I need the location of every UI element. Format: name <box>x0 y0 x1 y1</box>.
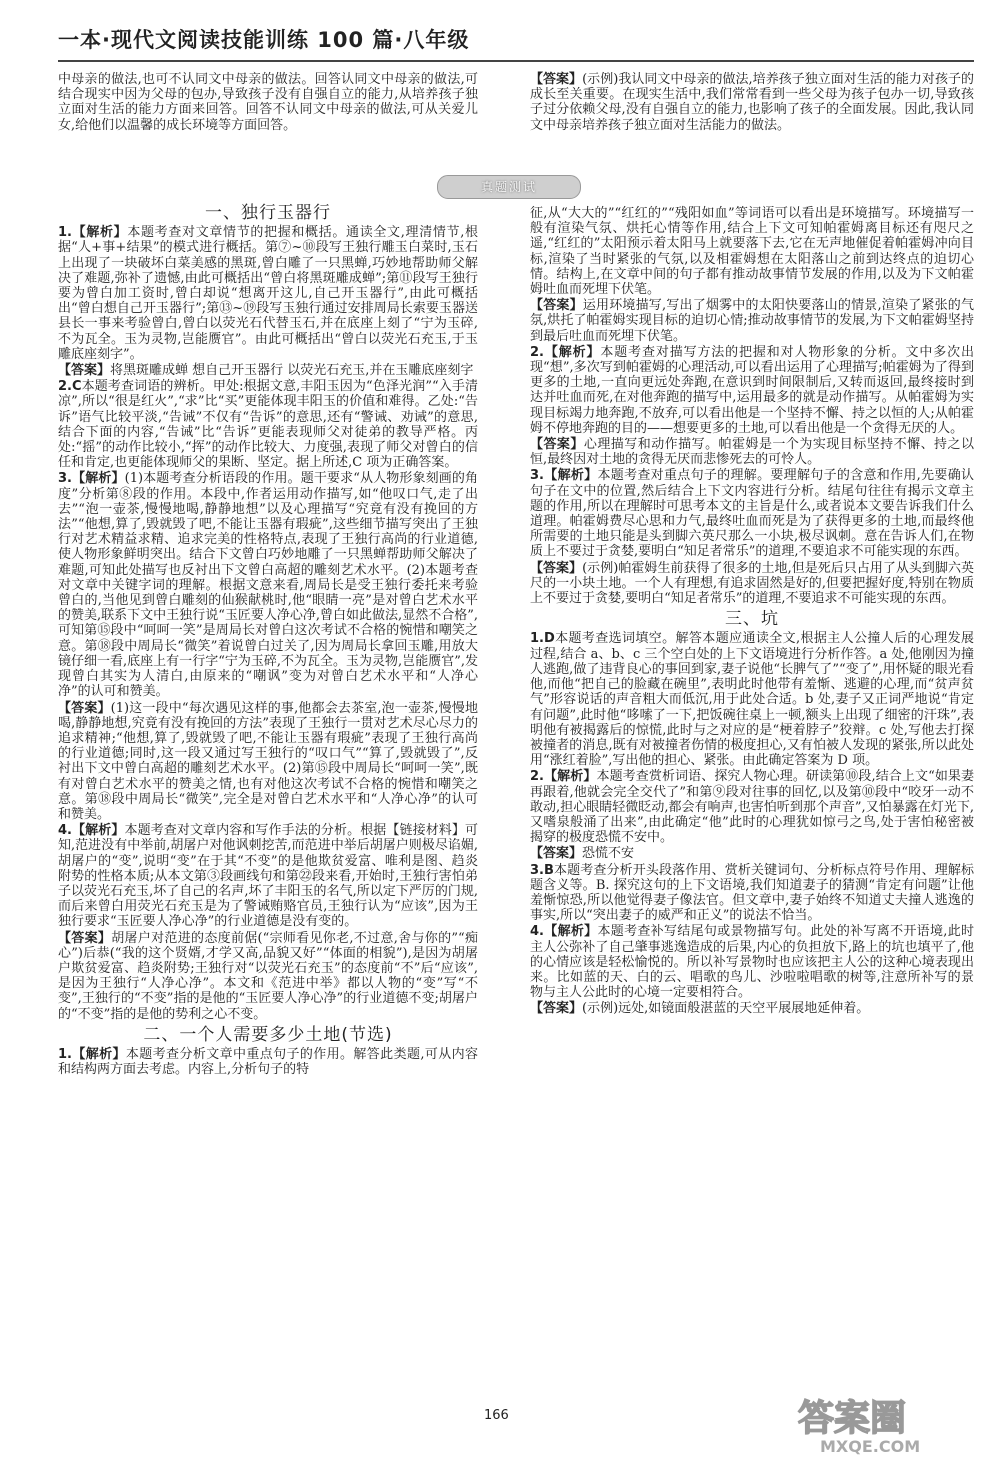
watermark-line1: 答案圈 <box>798 1398 907 1439</box>
item-tag: 3.B <box>530 862 554 878</box>
intro-right <box>530 72 974 134</box>
item-text: (示例)帕霍姆生前获得了很多的土地,但是死后只占用了从头到脚六英尺的一小块土地。一个人有理想,有追求固然是好的,但要把握好度,特别在物质上不要过于贪婪,要明白“知足者常乐”的道理,不要追求不可能实现的东西。 <box>530 560 974 607</box>
section2-right-items <box>530 206 974 606</box>
item-tag: 【答案】 <box>530 298 583 314</box>
answer-paragraph <box>530 206 974 297</box>
item-tag: 2.C <box>58 379 82 395</box>
item-tag: 【答案】 <box>530 846 583 862</box>
answer-paragraph <box>530 468 974 559</box>
section3-title: 三、坑 <box>725 609 779 630</box>
left-column <box>58 200 478 1078</box>
answer-paragraph <box>530 1001 974 1016</box>
item-tag: 【答案】 <box>58 930 112 946</box>
answer-tag: 【答案】 <box>530 72 583 87</box>
item-text: 心理描写和动作描写。帕霍姆是一个为实现目标坚持不懈、持之以恒,最终因对土地的贪得无厌而悲惨死去的可怜人。 <box>530 437 974 468</box>
item-text: (1)这一段中“每次遇见这样的事,他都会去茶室,泡一壶茶,慢慢地喝,静静地想,究竟有没有挽回的方法”表现了王独行一贯对艺术尽心尽力的追求精神;“他想,算了,毁就毁了吧,不能让玉器有瑕疵”表现了王独行高尚的行业道德;同时,这一段又通过写王独行的“叹口气”“算了,毁就毁了”,反衬出下文中曾白高超的雕刻艺术水平。(2)第⑮段中周局长“呵呵一笑”,既有对曾白艺术水平的赞美之情,也有对他这次考试不合格的惋惜和嘲笑之意。第⑱段中周局长“微笑”,完全是对曾白艺术水平和“人净心净”的认可和赞美。 <box>58 700 478 822</box>
page-header: 一本·现代文阅读技能训练 100 篇·八年级 <box>58 28 470 52</box>
item-text: 本题考查对描写方法的把握和对人物形象的分析。文中多次出现“想”,多次写到帕霍姆的心理活动,可以看出运用了心理描写;帕霍姆为了得到更多的土地,一直向更远处奔跑,在意识到时间限制后,又转而返回,最终接时到达并吐血而死,在对他奔跑的描写中,运用最多的就是动作描写。从帕霍姆为实现目标竭力地奔跑,不放弃,可以看出他是一个坚持不懈、持之以恒的人;从帕霍姆不停地奔跑的目的——想要更多的土地,可以看出他是一个贪得无厌的人。 <box>530 344 974 436</box>
item-tag: 【答案】 <box>58 363 111 379</box>
item-tag: 2.【解析】 <box>530 344 601 360</box>
answer-paragraph <box>530 437 974 467</box>
answer-paragraph <box>530 561 974 607</box>
item-text: 运用环境描写,写出了烟雾中的太阳快要落山的情景,渲染了紧张的气氛,烘托了帕霍姆实现目标的迫切心情;推动故事情节的发展,为下文帕霍姆坚持到最后吐血而死埋下伏笔。 <box>530 298 974 344</box>
item-tag: 1.【解析】 <box>58 1046 126 1062</box>
item-tag: 4.【解析】 <box>58 823 125 839</box>
item-text: 本题考查补写结尾句或景物描写句。此处的补写离不开语境,此时主人公弥补了自己肇事逃逸造成的后果,内心的负担放下,路上的坑也填平了,他的心情应该是轻松愉悦的。所以补写景物时也应该把主人公的这种心境表现出来。比如蓝的天、白的云、唱歌的鸟儿、沙啦啦唱歌的树等,注意所补写的景物与主人公此时的心境一定要相符合。 <box>530 924 974 1001</box>
item-text: 本题考查分析开头段落作用、赏析关键词句、分析标点符号作用、理解标题含义等。B. 探究这句的上下文语境,我们知道妻子的猜测“肯定有问题”让他羞惭惊恐,所以他觉得妻子像法官。但文章中,妻子始终不知道丈夫撞人逃逸的事实,所以“突出妻子的威严和正义”的说法不恰当。 <box>530 862 974 924</box>
item-text: (1)本题考查分析语段的作用。题干要求“从人物形象刻画的角度”分析第⑧段的作用。本段中,作者运用动作描写,如“他叹口气,走了出去”“泡一壶茶,慢慢地喝,静静地想”以及心理描写“究竟有没有挽回的方法”“他想,算了,毁就毁了吧,不能让玉器有瑕疵”,这些细节描写突出了王独行对艺术精益求精、追求完美的性格特点,表现了王独行高尚的行业道德,使人物形象鲜明突出。结合下文曾白巧妙地雕了一只黑蝉帮助师父解决了难题,可知此处描写也反衬出下文曾白高超的雕刻艺术水平。(2)本题考查对文章中关键字词的理解。根据文意来看,周局长是受王独行委托来考验曾白的,当他见到曾白雕刻的仙猴献桃时,他“眼睛一亮”是对曾白艺术水平的赞美,联系下文中王独行说“玉匠要人净心净,曾白如此做法,显然不合格”,可知第⑮段中“呵呵一笑”是周局长对曾白这次考试不合格的惋惜和嘲笑之意。第⑱段中周局长“微笑”着说曾白过关了,因为周局长拿回玉雕,用放大镜仔细一看,底座上有一行字“宁为玉碎,不为瓦全。玉为灵物,岂能赝官”,发现曾白其实为人清白,由原来的“嘲讽”变为对曾白艺术水平和“人净心净”的认可和赞美。 <box>58 471 479 700</box>
item-text: 本题考查对重点句子的理解。要理解句子的含意和作用,先要确认句子在文中的位置,然后结合上下文内容进行分析。结尾句往往有揭示文章主题的作用,所以在理解时可思考本文的主旨是什么,或者说本文要告诉我们什么道理。帕霍姆费尽心思和力气,最终吐血而死是为了获得更多的土地,而最终他所需要的土地只能是头到脚六英尺那么一小块,极尽讽刺。意在告诉人们,在物质上不要过于贪婪,要明白“知足者常乐”的道理,不要追求不可能实现的东西。 <box>530 468 974 560</box>
answer-paragraph <box>530 846 974 861</box>
item-text: 本题考查词语的辨析。甲处:根据文意,丰阳玉因为“色泽光润”“入手清凉”,所以“很是红火”,“求”比“买”更能体现丰阳玉的价值和难得。乙处:“告诉”语气比较平淡,“告诫”不仅有“告诉”的意思,还有“警诫、劝诫”的意思,结合下面的内容,“告诫”比“告诉”更能表现师父对徒弟的教导严格。丙处:“摇”的动作比较小,“挥”的动作比较大、力度强,表现了师父对曾白的信任和肯定,也更能体现师父的果断、坚定。据上所述,C 项为正确答案。 <box>58 379 478 471</box>
item-tag: 【答案】 <box>58 700 111 716</box>
answer-paragraph <box>58 363 478 378</box>
section3-items <box>530 631 974 1016</box>
item-tag: 【答案】 <box>530 1001 583 1017</box>
section1-items <box>58 225 478 1022</box>
item-text: 将黑斑雕成蝉 想自己开玉器行 以荧光石充玉,并在玉雕底座刻字 <box>110 363 474 379</box>
answer-paragraph <box>58 379 478 470</box>
item-text: 本题考查对文章内容和写作手法的分析。根据【链接材料】可知,范进没有中举前,胡屠户对他讽刺挖苦,而范进中举后胡屠户则极尽谄媚,胡屠户的“变”,说明“变”在于其“不变”的是他欺贫爱富、唯利是图、趋炎附势的性格本质;从本文第③段画线句和第㉒段来看,开始时,王独行害怕弟子以荧光石充玉,坏了自己的名声,坏了丰阳玉的名气,所以定下严厉的门规,而后来曾白用荧光石充玉是为了警诫贿赂官员,王独行认为“应该”,因为王独行要求“玉匠要人净心净”的行业道德是没有变的。 <box>58 823 478 930</box>
section2-title: 二、一个人需要多少土地(节选) <box>143 1024 393 1045</box>
item-text: 胡屠户对范进的态度前倨(“宗师看见你老,不过意,舍与你的”“痴心”)后恭(“我的这个贤婿,才学又高,品貌又好”“体面的相貌”),是因为胡屠户欺贫爱富、趋炎附势;王独行对“以荧光石充玉”的态度前“不”后“应该”,是因为王独行“人净心净”。本文和《范进中举》都以人物的“变”写“不变”,王独行的“不变”指的是他的“玉匠要人净心净”的行业道德不变;胡屠户的“不变”指的是他的势利之心不变。 <box>58 930 478 1022</box>
item-text: (示例)远处,如镜面般湛蓝的天空平展展地延伸着。 <box>582 1001 870 1017</box>
item-text: 本题考查选词填空。解答本题应通读全文,根据主人公撞人后的心理发展过程,结合 a、b、c 三个空白处的上下文语境进行分析作答。a 处,他刚因为撞人逃跑,做了违背良心的事回到家,妻子说他“长脾气了”“变了”,用怀疑的眼光看他,而他“把自己的脸藏在碗里”,表明此时他带有羞惭、逃避的心理,而“贫声贫气”形容说话的声音粗大而低沉,用于此处合适。b 处,妻子又正词严地说“肯定有问题”,此时他“哆嗦了一下,把饭碗往桌上一顿,额头上出现了细密的汗珠”,表明他有被揭露后的惊慌,此时与之对应的是“梗着脖子”狡辩。c 处,写他去打探被撞者的消息,既有对被撞者伤情的极度担心,又有怕被人发现的紧张,所以此处用“涨红着脸”,写出他的担心、紧张。由此确定答案为 D 项。 <box>530 631 974 769</box>
item-tag: 3.【解析】 <box>58 471 125 487</box>
item-text: 恐慌不安 <box>582 846 635 862</box>
item-tag: 1.【解析】 <box>58 225 128 241</box>
answer-paragraph <box>530 631 974 768</box>
item-tag: 2.【解析】 <box>530 769 597 785</box>
answer-text: (示例)我认同文中母亲的做法,培养孩子独立面对生活的能力对孩子的成长至关重要。在现实生活中,我们常常看到一些父母为孩子包办一切,导致孩子过分依赖父母,没有自强自立的能力,也影响了孩子的全面发展。因此,我认同文中母亲培养孩子独立面对生活能力的做法。 <box>530 72 974 133</box>
section1-title: 一、独行玉器行 <box>205 203 331 223</box>
item-tag: 【答案】 <box>530 437 584 453</box>
item-tag: 1.D <box>530 631 555 647</box>
item-tag: 3.【解析】 <box>530 468 598 484</box>
watermark-line2: MXQE.COM <box>820 1437 921 1456</box>
header-rule <box>58 60 974 62</box>
right-column <box>530 206 974 1018</box>
answer-paragraph <box>58 225 478 362</box>
section-banner: 真题测试 <box>437 175 581 199</box>
answer-paragraph <box>530 345 974 436</box>
item-tag: 【答案】 <box>530 560 583 576</box>
answer-paragraph <box>530 863 974 924</box>
answer-paragraph <box>530 769 974 845</box>
answer-paragraph <box>530 298 974 344</box>
answer-paragraph <box>530 924 974 1000</box>
item-text: 本题考查对文章情节的把握和概括。通读全文,理清情节,根据“人+事+结果”的模式进行概括。第⑦~⑩段写王独行雕玉白菜时,玉石上出现了一块破坏白菜美感的黑斑,曾白雕了一只黑蝉,巧妙地帮助师父解决了难题,弥补了遗憾,由此可概括出“曾白将黑斑雕成蝉”;第⑪段写王独行要为曾白加工资时,曾白却说“想离开这儿,自己开玉器行”,由此可概括出“曾白想自己开玉器行”;第⑬~⑲段写玉独行通过安排周局长索要玉器送县长一事来考验曾白,曾白以荧光石代替玉石,并在底座上刻了“宁为玉碎,不为瓦全。玉为灵物,岂能赝官”。由此可概括出“曾白以荧光石充玉,于玉雕底座刻字”。 <box>58 225 479 362</box>
answer-paragraph <box>58 1047 478 1077</box>
item-text: 征,从“大大的”“红红的”“残阳如血”等词语可以看出是环境描写。环境描写一般有渲染气氛、烘托心情等作用,结合上下文可知帕霍姆离目标还有咫尺之遥,“红红的”太阳预示着太阳马上就要落下去,它在无声地催促着帕霍姆冲向目标,渲染了当时紧张的气氛,以及相霍姆想在太阳落山之前到达终点的迫切心情。结构上,在文章中间的句子都有推动故事情节发展的作用,以及为下文帕霍姆吐血而死埋下伏笔。 <box>530 206 974 298</box>
answer-paragraph <box>58 931 478 1022</box>
item-text: 本题考查分析文章中重点句子的作用。解答此类题,可从内容和结构两方面去考虑。内容上,分析句子的特 <box>58 1046 478 1078</box>
page-number: 166 <box>484 1408 509 1423</box>
section2-left-items <box>58 1047 478 1077</box>
answer-paragraph <box>58 823 478 929</box>
item-text: 本题考查赏析词语、探究人物心理。研读第⑩段,结合上文“如果妻再跟着,他就会完全交代了”和第⑨段对往事的回忆,以及第⑩段中“咬牙一动不敢动,担心眼睛轻微眨动,都会有响声,也害怕听到那个声音”,又怕暴露在灯光下,又嗜泉般涌了出来”,由此确定“他”此时的心理犹如惊弓之鸟,处于害怕秘密被揭穿的极度恐慌不安中。 <box>530 769 975 846</box>
intro-left <box>58 72 478 134</box>
answer-paragraph <box>58 471 478 699</box>
answer-paragraph <box>58 701 478 823</box>
intro-right-answer <box>530 72 974 133</box>
intro-left-text: 中母亲的做法,也可不认同文中母亲的做法。回答认同文中母亲的做法,可结合现实中因为父母的包办,导致孩子没有自强自立的能力,从培养孩子独立面对生活的能力方面来回答。回答不认同文中母亲的做法,可从关爱儿女,给他们以温馨的成长环境等方面回答。 <box>58 72 478 133</box>
item-tag: 4.【解析】 <box>530 924 598 940</box>
watermark-logo <box>790 1392 970 1456</box>
